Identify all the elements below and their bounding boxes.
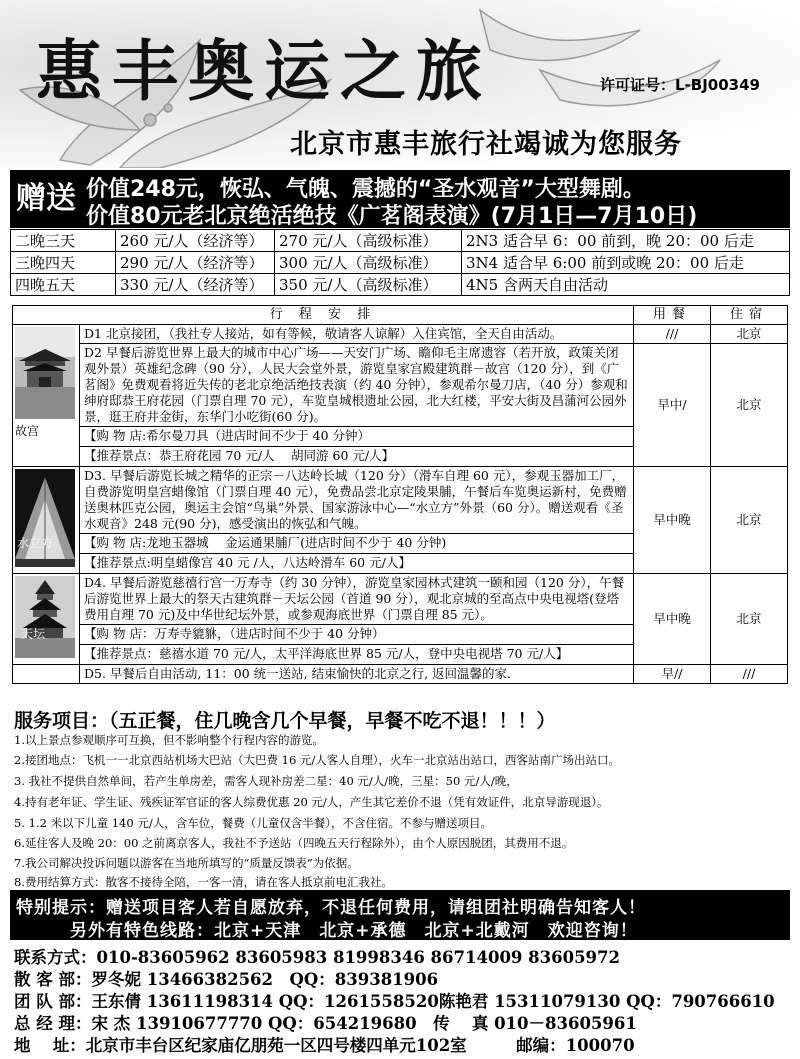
- price-cell: 2N3 适合早 6：00 前到，晚 20：00 后走: [462, 230, 790, 252]
- tips-line-2: 另外有特色线路：北京+天津 北京+承德 北京+北戴河 欢迎咨询！: [70, 921, 638, 941]
- contact-address: 地 址：北京市丰台区纪家庙亿朋苑一区四号楼四单元102室 邮编：100070: [14, 1036, 635, 1055]
- itinerary-day-2: [13, 344, 788, 467]
- price-table: [10, 229, 790, 296]
- itinerary-header-hotel: 住宿: [711, 306, 788, 325]
- day-5-meal: 早//: [634, 665, 711, 684]
- day-1-hotel: 北京: [711, 325, 788, 344]
- gift-line-2: 价值80元老北京绝活绝技《广茗阁表演》(7月1日—7月10日): [86, 204, 698, 229]
- day-3-text: D3. 早餐后游览长城之精华的正宗－八达岭长城（120 分）（滑车自理 60 元），参观玉器加工厂，自费游览明皇宫蜡像馆（门票自理 40 元），免费品尝北京定陵果脯，午餐后车览奥运新村，免费赠送奥林匹克公园，奥运主会馆“鸟巢”外景、国家游泳中心—“水立方”外景（60 分）。赠送观看《圣水观音》248 元(90 分)，感受演出的恢弘和气魄。: [84, 468, 627, 531]
- contact-individual-dept: 散 客 部：罗冬妮 13466382562 QQ：839381906: [14, 970, 439, 989]
- price-cell: 四晚五天: [11, 274, 116, 296]
- water-cube-photo: [15, 469, 75, 567]
- day-3-shop: 【购 物 店:龙地玉器城 金运通果脯厂(进店时间不少于 40 分钟): [80, 533, 633, 552]
- itinerary-day-1: [13, 325, 788, 344]
- service-rule: 2.接团地点：飞机一一北京西站机场大巴站（大巴费 16 元/人客人自理），火车一北京站出站口，西客站南广场出站口。: [14, 753, 621, 767]
- day-4-text: D4. 早餐后游览慈禧行宫一万寿寺（约 30 分钟），游览皇家园林式建筑一颐和园（120 分），午餐后游览世界上最大的祭天古建筑群－天坛公园（首道 90 分），观北京城的至高点中央电视塔(登塔费用自理 70 元)及中华世纪坛外景，或参观海底世界（门票自理 85 元）。: [84, 575, 625, 622]
- service-rule: 8.费用结算方式：散客不接待全陪，一客一清，请在客人抵京前电汇我社。: [14, 875, 393, 889]
- temple-of-heaven-photo: [15, 576, 75, 658]
- price-cell: 270 元/人（高级标准）: [275, 230, 462, 252]
- itinerary-day-5: [13, 665, 788, 684]
- day-4-hotel: 北京: [711, 574, 788, 665]
- day-3-hotel: 北京: [711, 467, 788, 574]
- price-cell: 300 元/人（高级标准）: [275, 252, 462, 274]
- price-cell: 二晚三天: [11, 230, 116, 252]
- gift-line-1: 价值248元，恢弘、气魄、震撼的“圣水观音”大型舞剧。: [86, 177, 645, 202]
- day-2-plan: [80, 344, 634, 467]
- day-2-text: D2 早餐后游览世界上最大的城市中心广场——天安门广场、瞻仰毛主席遗容（若开放，政策关闭观外景）英雄纪念碑（90 分），人民大会堂外景，游览皇家宫殿建筑群－故宫（120 分），到《广茗阁》免费观看将近失传的老北京绝活绝技表演（约 40 分钟），参观希尔曼刀店，（40 分）参观和绅府邸恭王府花园（门票自理 70 元），车览皇城根遗址公园，北大红楼，平安大街及昌蒲河公园外景，逛王府井金街，东华门小吃街(60 分)。: [84, 345, 628, 424]
- day-4-meal: 早中晚: [634, 574, 711, 665]
- temple-of-heaven-photo-cell: [13, 574, 80, 665]
- price-cell: 290 元/人（经济等）: [116, 252, 275, 274]
- day-2-hotel: 北京: [711, 344, 788, 467]
- itinerary-header-plan: 行 程 安 排: [13, 306, 634, 325]
- day-3-plan: [80, 467, 634, 574]
- day-2-recommend: 【推荐景点：恭王府花园 70 元/人 胡同游 60 元/人】: [80, 446, 633, 465]
- day-5-plan: D5. 早餐后自由活动, 11：00 统一送站, 结束愉快的北京之行, 返回温馨的家.: [80, 665, 634, 684]
- main-title: 惠丰奥运之旅: [36, 33, 492, 110]
- service-rule: 3. 我社不提供自然单间，若产生单房差，需客人现补房差二星：40 元/人/晚，三星：50 元/人/晚，: [14, 774, 518, 788]
- day-4-shop: 【购 物 店：万寿寺貔貅，（进店时间不少于 40 分钟）: [80, 624, 633, 643]
- day-2-meal: 早中/: [634, 344, 711, 467]
- itinerary-day-3: [13, 467, 788, 574]
- service-rule: 5. 1.2 米以下儿童 140 元/人，含车位，餐费（儿童仅含半餐），不含住宿。不参与赠送项目。: [14, 816, 492, 830]
- temple-of-heaven-caption: 天坛: [21, 627, 46, 641]
- contact-phone: 联系方式：010-83605962 83605983 81998346 86714009 83605972: [14, 948, 620, 967]
- price-cell: 330 元/人（经济等）: [116, 274, 275, 296]
- price-cell: 260 元/人（经济等）: [116, 230, 275, 252]
- day-1-meal: ///: [634, 325, 711, 344]
- service-rule: 4.持有老年证、学生证、残疾证军官证的客人综费优惠 20 元/人，产生其它差价不退（凭有效证件，北京导游现退）。: [14, 795, 609, 809]
- service-rule: 6.延住客人及晚 20：00 之前离京客人，我社不予送站（四晚五天行程除外），由个人原因脱团，其费用不退。: [14, 836, 574, 850]
- forbidden-city-photo-cell: [13, 325, 80, 467]
- water-cube-photo-cell: [13, 467, 80, 574]
- day-3-recommend: 【推荐景点:明皇蜡像宫 40 元 /人，八达岭滑车 60 元/人】: [80, 553, 633, 572]
- day-5-hotel: ///: [711, 665, 788, 684]
- itinerary-header-meal: 用餐: [634, 306, 711, 325]
- service-rule: 7.我公司解决投诉问题以游客在当地所填写的“质量反馈表”为依据。: [14, 856, 359, 870]
- price-cell: 4N5 含两天自由活动: [462, 274, 790, 296]
- price-cell: 3N4 适合早 6:00 前到或晚 20：00 后走: [462, 252, 790, 274]
- forbidden-city-photo: [15, 327, 75, 419]
- gift-banner: [10, 170, 790, 228]
- day-5-spacer: [13, 665, 80, 684]
- service-rule: 1.以上景点参观顺序可互换，但不影响整个行程内容的游览。: [14, 733, 324, 747]
- price-cell: 350 元/人（高级标准）: [275, 274, 462, 296]
- itinerary-header-row: [13, 306, 788, 325]
- tips-banner: [10, 890, 790, 940]
- itinerary-table: [12, 305, 788, 684]
- tips-line-1: 特别提示：赠送项目客人若自愿放弃，不退任何费用，请组团社明确告知客人！: [16, 898, 646, 918]
- itinerary-day-4: [13, 574, 788, 665]
- water-cube-caption: 水立方: [17, 536, 54, 550]
- license-number: 许可证号：L-BJ00349: [600, 76, 760, 94]
- day-3-meal: 早中晚: [634, 467, 711, 574]
- tagline: 北京市惠丰旅行社竭诚为您服务: [290, 129, 682, 160]
- day-4-recommend: 【推荐景点：慈禧水道 70 元/人，太平洋海底世界 85 元/人，登中央电视塔 70 元/人】: [80, 644, 633, 663]
- day-2-shop: 【购 物 店:希尔曼刀具（进店时间不少于 40 分钟）: [80, 426, 633, 445]
- day-4-plan: [80, 574, 634, 665]
- header-banner: [0, 0, 800, 168]
- price-row: [11, 230, 790, 252]
- price-cell: 三晚四天: [11, 252, 116, 274]
- contact-manager: 总 经 理：宋 杰 13910677770 QQ：654219680 传 真 010－83605961: [14, 1014, 637, 1033]
- price-row: [11, 274, 790, 296]
- day-1-plan: D1 北京接团，（我社专人接站，如有等候，敬请客人谅解）入住宾馆，全天自由活动。: [80, 325, 634, 344]
- price-row: [11, 252, 790, 274]
- service-title: 服务项目：（五正餐，住几晚含几个早餐，早餐不吃不退！！！）: [14, 710, 556, 732]
- forbidden-city-caption: 故宫: [15, 424, 40, 438]
- contact-group-dept: 团 队 部：王东倩 13611198314 QQ：1261558520陈艳君 15311079130 QQ：790766610: [14, 992, 775, 1011]
- gift-badge: 赠送: [16, 181, 76, 216]
